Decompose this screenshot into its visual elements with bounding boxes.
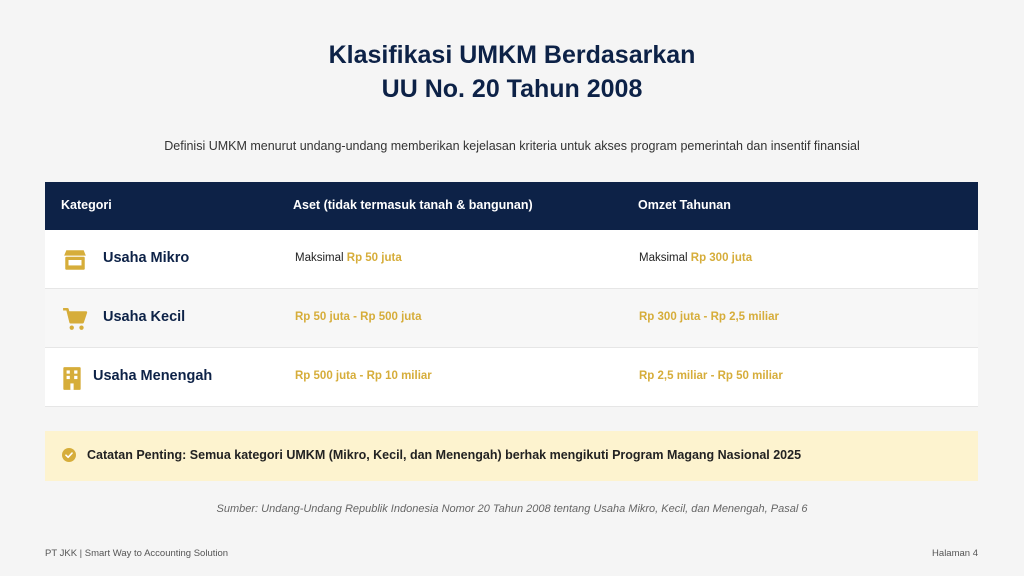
header-kategori: Kategori — [61, 198, 112, 212]
omzet-cell — [639, 252, 752, 264]
classification-table — [45, 182, 978, 407]
table-row — [45, 230, 978, 289]
omzet-cell — [639, 370, 783, 382]
page-title — [0, 38, 1024, 106]
omzet-value: Rp 2,5 miliar - Rp 50 miliar — [639, 370, 783, 382]
aset-cell — [295, 370, 432, 382]
category-label: Usaha Kecil — [103, 309, 186, 325]
important-note — [45, 431, 978, 481]
omzet-prefix: Maksimal — [639, 252, 691, 264]
note-text: Catatan Penting: Semua kategori UMKM (Mikro, Kecil, dan Menengah) berhak mengikuti Program Magang Nasional 2025 — [87, 448, 802, 462]
aset-cell — [295, 252, 402, 264]
aset-value: Rp 50 juta — [346, 252, 402, 264]
page-number: Halaman 4 — [932, 548, 978, 559]
header-omzet: Omzet Tahunan — [638, 198, 731, 212]
page-subtitle: Definisi UMKM menurut undang-undang memberikan kejelasan kriteria untuk akses program pemerintah dan insentif finansial — [164, 139, 860, 153]
source-citation: Sumber: Undang-Undang Republik Indonesia Nomor 20 Tahun 2008 tentang Usaha Mikro, Kecil, dan Menengah, Pasal 6 — [216, 503, 808, 515]
aset-prefix: Maksimal — [295, 252, 347, 264]
title-line-1: Klasifikasi UMKM Berdasarkan — [328, 41, 696, 69]
header-aset: Aset (tidak termasuk tanah & bangunan) — [293, 198, 533, 212]
aset-cell — [295, 311, 422, 323]
category-label: Usaha Mikro — [103, 250, 190, 266]
aset-value: Rp 50 juta - Rp 500 juta — [295, 311, 422, 323]
building-icon — [59, 365, 85, 391]
table-row — [45, 289, 978, 348]
table-header — [45, 182, 978, 230]
omzet-value: Rp 300 juta - Rp 2,5 miliar — [639, 311, 779, 323]
omzet-cell — [639, 311, 779, 323]
title-line-2: UU No. 20 Tahun 2008 — [381, 75, 643, 103]
aset-value: Rp 500 juta - Rp 10 miliar — [295, 370, 432, 382]
category-label: Usaha Menengah — [93, 368, 213, 384]
table-row — [45, 348, 978, 407]
store-icon — [62, 247, 88, 273]
check-circle-icon — [62, 448, 76, 462]
omzet-value: Rp 300 juta — [690, 252, 753, 264]
shopping-cart-icon — [62, 306, 88, 332]
footer-company: PT JKK | Smart Way to Accounting Solution — [45, 548, 229, 559]
